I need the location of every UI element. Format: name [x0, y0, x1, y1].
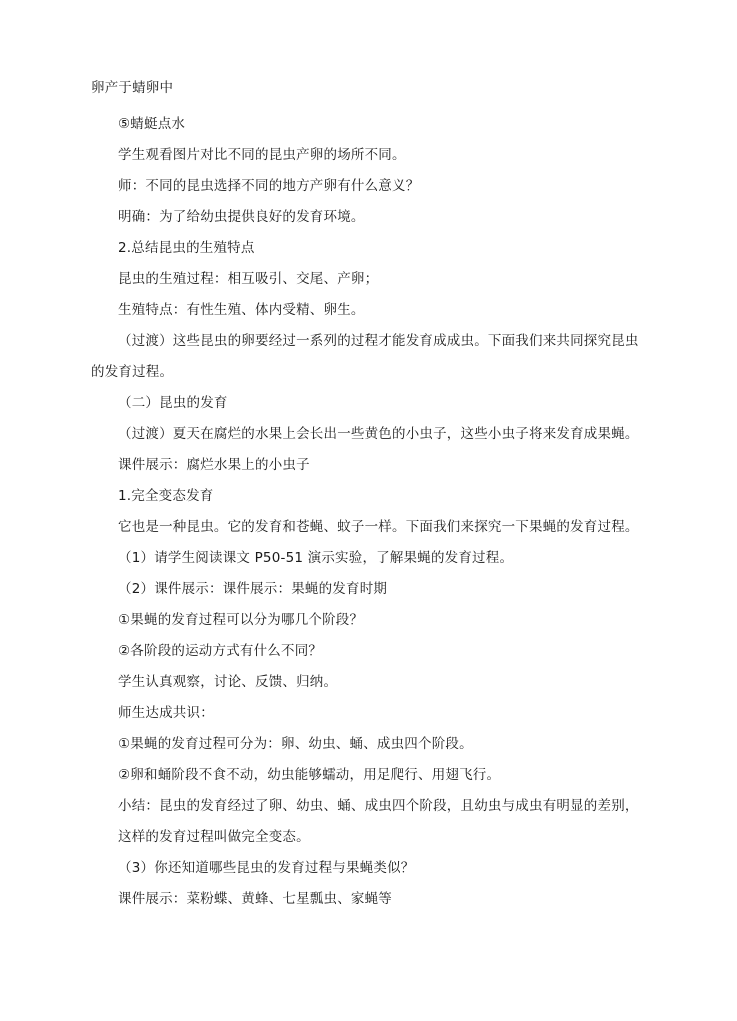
text-line: 明确：为了给幼虫提供良好的发育环境。: [118, 209, 365, 225]
text-line: 课件展示：腐烂水果上的小虫子: [118, 457, 310, 473]
text-line: ⑤蜻蜓点水: [118, 116, 186, 132]
text-line: （2）课件展示：课件展示：果蝇的发育时期: [118, 581, 388, 597]
text-line: 小结：昆虫的发育经过了卵、幼虫、蛹、成虫四个阶段，且幼虫与成虫有明显的差别，: [118, 798, 639, 814]
text-line: 它也是一种昆虫。它的发育和苍蝇、蚊子一样。下面我们来探究一下果蝇的发育过程。: [118, 519, 639, 535]
text-line: ②卵和蛹阶段不食不动，幼虫能够蠕动，用足爬行、用翅飞行。: [118, 767, 501, 783]
text-line: 2.总结昆虫的生殖特点: [118, 240, 255, 256]
text-line: 生殖特点：有性生殖、体内受精、卵生。: [118, 302, 365, 318]
text-line: ②各阶段的运动方式有什么不同？: [118, 643, 323, 659]
text-line: 师生达成共识：: [118, 705, 214, 721]
text-line: ①果蝇的发育过程可分为：卵、幼虫、蛹、成虫四个阶段。: [118, 736, 473, 752]
text-line: ①果蝇的发育过程可以分为哪几个阶段？: [118, 612, 364, 628]
text-line: 学生观看图片对比不同的昆虫产卵的场所不同。: [118, 147, 406, 163]
text-line: 的发育过程。: [91, 364, 174, 380]
text-line: 学生认真观察，讨论、反馈、归纳。: [118, 674, 338, 690]
text-line: 卵产于蜻卵中: [91, 80, 174, 96]
text-line: （3）你还知道哪些昆虫的发育过程与果蝇类似？: [118, 860, 415, 876]
text-line: （过渡）夏天在腐烂的水果上会长出一些黄色的小虫子，这些小虫子将来发育成果蝇。: [118, 426, 639, 442]
text-line: 1.完全变态发育: [118, 488, 214, 504]
text-line: 课件展示：菜粉蝶、黄蜂、七星瓢虫、家蝇等: [118, 891, 392, 907]
text-line: （二）昆虫的发育: [118, 395, 228, 411]
text-line: 这样的发育过程叫做完全变态。: [118, 829, 310, 845]
text-line: （过渡）这些昆虫的卵要经过一系列的过程才能发育成成虫。下面我们来共同探究昆虫: [118, 333, 639, 349]
text-line: 昆虫的生殖过程：相互吸引、交尾、产卵；: [118, 271, 379, 287]
text-line: （1）请学生阅读课文 P50-51 演示实验，了解果蝇的发育过程。: [118, 550, 514, 566]
text-line: 师：不同的昆虫选择不同的地方产卵有什么意义？: [118, 178, 420, 194]
